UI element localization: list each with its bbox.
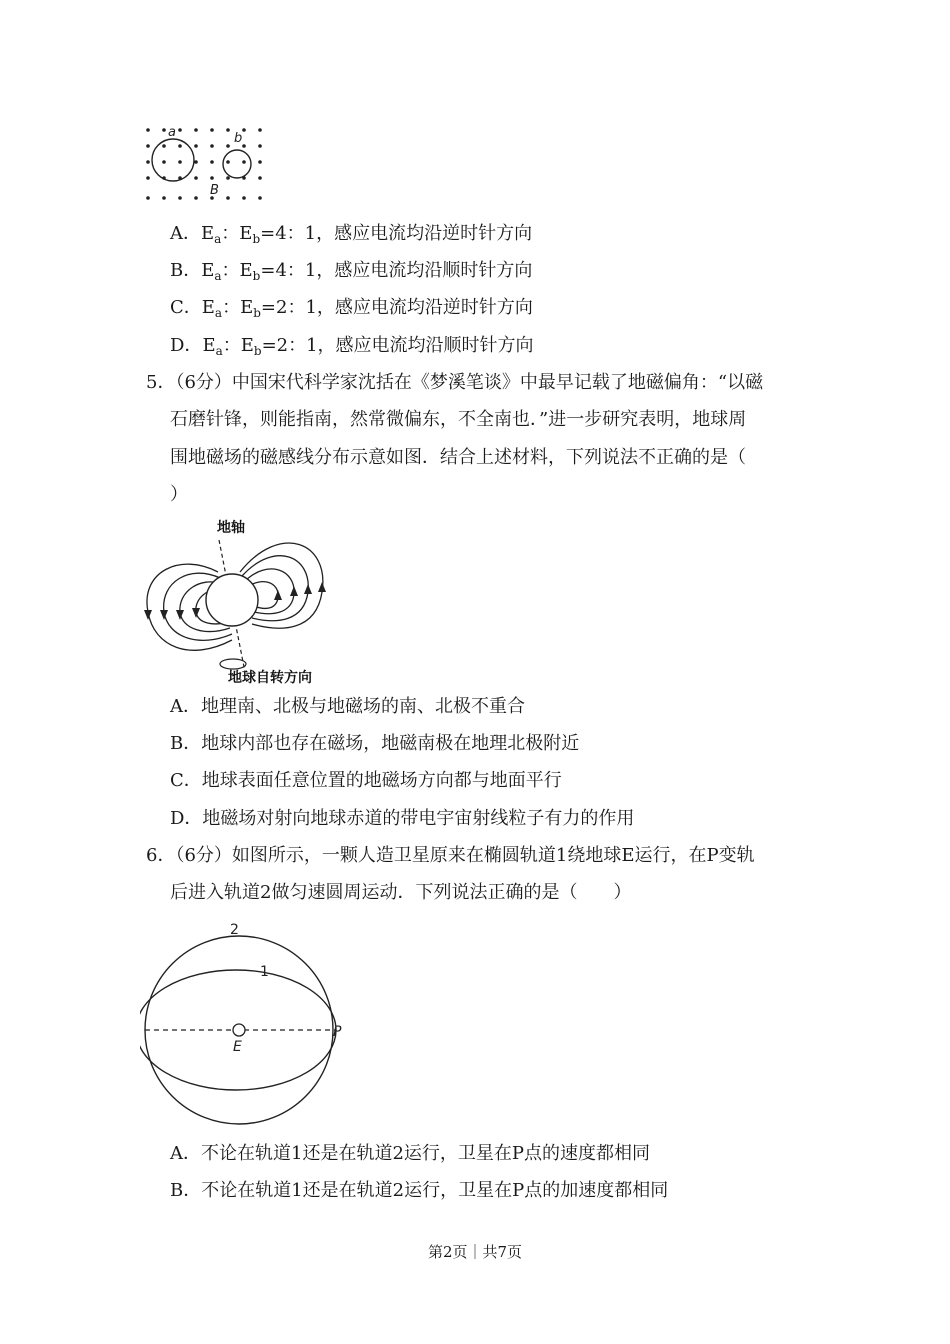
rotation-arrow-ellipse <box>220 659 246 669</box>
earth-axis-label: 地轴 <box>217 520 245 536</box>
q4-option-a: A．$E_a$：$E_b=4$：1，感应电流均沿逆时针方向 <box>170 223 533 246</box>
q4-option-c: C．$E_a$：$E_b=2$：1，感应电流均沿逆时针方向 <box>170 297 533 320</box>
figure-loops-in-field <box>140 124 270 206</box>
q4-option-d: D．$E_a$：$E_b=2$：1，感应电流均沿顺时针方向 <box>170 335 534 358</box>
field-dot <box>194 144 198 148</box>
field-dot <box>146 196 150 200</box>
q5-option-a: A．地理南、北极与地磁场的南、北极不重合 <box>170 696 525 717</box>
field-dot <box>162 144 166 148</box>
orbit-2-label: 2 <box>230 922 239 938</box>
field-dot <box>146 160 150 164</box>
field-dot <box>242 144 246 148</box>
label-b: b <box>234 131 243 146</box>
field-dot <box>146 128 150 132</box>
field-dot <box>258 128 262 132</box>
figure-satellite-orbits <box>140 918 360 1128</box>
label-B: B <box>210 183 219 198</box>
page-footer: 第2页｜共7页 <box>427 1243 523 1261</box>
orbit-1-label: 1 <box>260 964 269 980</box>
field-dot <box>194 196 198 200</box>
field-dot <box>226 196 230 200</box>
field-dot <box>258 160 262 164</box>
field-dot <box>162 128 166 132</box>
q5-option-c: C．地球表面任意位置的地磁场方向都与地面平行 <box>170 770 562 791</box>
loop-a <box>152 139 194 181</box>
field-dot <box>178 160 182 164</box>
field-dot <box>194 160 198 164</box>
q6-stem-line1: 6．（6分）如图所示，一颗人造卫星原来在椭圆轨道1绕地球E运行，在P变轨 <box>146 845 755 866</box>
q5-option-b: B．地球内部也存在磁场，地磁南极在地理北极附近 <box>170 733 580 754</box>
q5-stem-line2: 石磨针锋，则能指南，然常微偏东，不全南也．”进一步研究表明，地球周 <box>170 409 747 430</box>
field-dot <box>178 128 182 132</box>
figure-earth-magnetic-field <box>140 512 350 690</box>
field-dot <box>162 196 166 200</box>
earth-E-label: E <box>233 1039 242 1055</box>
field-dot <box>210 128 214 132</box>
q5-stem-line4: ） <box>170 484 188 505</box>
label-a: a <box>168 125 176 140</box>
field-dot <box>210 144 214 148</box>
q5-option-d: D．地磁场对射向地球赤道的带电宇宙射线粒子有力的作用 <box>170 808 635 829</box>
field-dot <box>258 196 262 200</box>
field-dots <box>146 128 262 200</box>
q5-stem-line3: 围地磁场的磁感线分布示意如图．结合上述材料，下列说法不正确的是（ <box>170 447 746 468</box>
field-dot <box>178 196 182 200</box>
rotation-direction-label: 地球自转方向 <box>228 670 312 686</box>
field-dot <box>258 176 262 180</box>
earth-E <box>233 1024 245 1036</box>
q5-stem-line1: 5．（6分）中国宋代科学家沈括在《梦溪笔谈》中最早记载了地磁偏角：“以磁 <box>146 372 764 393</box>
field-dot <box>210 160 214 164</box>
field-dot <box>178 144 182 148</box>
q6-option-a: A．不论在轨道1还是在轨道2运行，卫星在P点的速度都相同 <box>170 1143 651 1164</box>
field-dot <box>226 176 230 180</box>
field-dot <box>226 144 230 148</box>
field-dot <box>194 176 198 180</box>
field-dot <box>210 176 214 180</box>
field-dot <box>242 128 246 132</box>
field-dot <box>226 128 230 132</box>
field-dot <box>146 144 150 148</box>
field-dot <box>226 160 230 164</box>
field-dot <box>146 176 150 180</box>
field-dot <box>258 144 262 148</box>
earth-globe <box>206 574 258 626</box>
field-dot <box>194 128 198 132</box>
field-dot <box>242 196 246 200</box>
field-dot <box>242 160 246 164</box>
loop-b <box>223 150 251 178</box>
q6-stem-line2: 后进入轨道2做匀速圆周运动．下列说法正确的是（ ） <box>170 882 632 903</box>
field-dot <box>162 160 166 164</box>
q4-option-b: B．$E_a$：$E_b=4$：1，感应电流均沿顺时针方向 <box>170 260 533 283</box>
point-P-label: P <box>333 1024 342 1040</box>
q6-option-b: B．不论在轨道1还是在轨道2运行，卫星在P点的加速度都相同 <box>170 1180 669 1201</box>
